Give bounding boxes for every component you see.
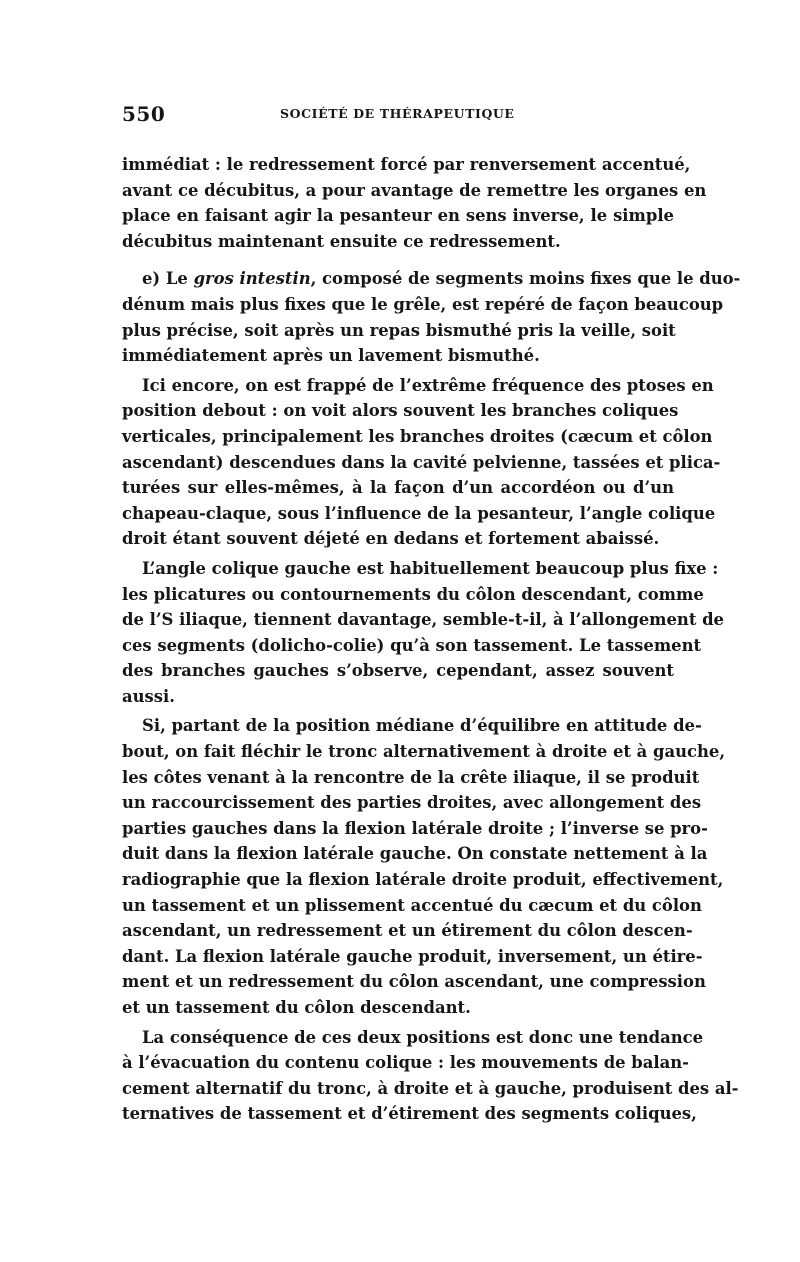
text-line: radiographie que la flexion latérale droite produit, effectivement, [122, 870, 724, 890]
page-number: 550 [122, 102, 166, 126]
text-line: les plicatures ou contournements du côlon descendant, comme [122, 584, 704, 604]
text-line: ascendant) descendues dans la cavité pelvienne, tassées et plica- [122, 452, 721, 472]
text-line: position debout : on voit alors souvent les branches coliques [122, 401, 679, 421]
paragraph [122, 152, 707, 254]
text-line: ment et un redressement du côlon ascendant, une compression [122, 972, 706, 992]
line-rest: , composé de segments moins fixes que le duo- [310, 269, 741, 289]
text-line: à l’évacuation du contenu colique : les mouvements de balan- [122, 1053, 689, 1073]
text-line: place en faisant agir la pesanteur en sens inverse, le simple [122, 206, 674, 226]
text-line: parties gauches dans la flexion latérale droite ; l’inverse se pro- [122, 818, 708, 838]
text-line: un raccourcissement des parties droites, avec allongement des [122, 793, 702, 813]
text-line: un tassement et un plissement accentué du cæcum et du côlon [122, 895, 702, 915]
text-line: Si, partant de la position médiane d’équilibre en attitude de- [142, 716, 702, 736]
paragraph [122, 713, 726, 1020]
text-line: turées sur elles-mêmes, à la façon d’un accordéon ou d’un [122, 478, 674, 498]
text-line: bout, on fait fléchir le tronc alternativement à droite et à gauche, [122, 742, 726, 762]
text-line: chapeau-claque, sous l’influence de la pesanteur, l’angle colique [122, 503, 716, 523]
paragraph [122, 266, 741, 368]
text-line: L’angle colique gauche est habituellement beaucoup plus fixe : [142, 558, 719, 578]
text-line: ces segments (dolicho-colie) qu’à son tassement. Le tassement [122, 635, 702, 655]
section-label: e) Le [142, 269, 194, 289]
text-line [122, 266, 741, 292]
text-line: dénum mais plus fixes que le grêle, est repéré de façon beaucoup [122, 294, 724, 314]
text-line: des branches gauches s’observe, cependant, assez souvent [122, 661, 674, 681]
text-line: les côtes venant à la rencontre de la crête iliaque, il se produit [122, 767, 700, 787]
text-line: immédiatement après un lavement bismuthé. [122, 346, 540, 366]
text-line: duit dans la flexion latérale gauche. On constate nettement à la [122, 844, 708, 864]
italic-term: gros intestin [193, 269, 311, 289]
text-line: et un tassement du côlon descendant. [122, 998, 471, 1017]
paragraph-gap [122, 254, 674, 266]
running-title: SOCIÉTÉ DE THÉRAPEUTIQUE [280, 106, 515, 121]
text-line: cement alternatif du tronc, à droite et à gauche, produisent des al- [122, 1078, 739, 1098]
text-line: de l’S iliaque, tiennent davantage, semble-t-il, à l’allongement de [122, 610, 724, 630]
page-header [122, 102, 674, 132]
text-line: droit étant souvent déjeté en dedans et fortement abaissé. [122, 529, 660, 549]
text-line: verticales, principalement les branches droites (cæcum et côlon [122, 426, 713, 446]
text-line: ascendant, un redressement et un étirement du côlon descen- [122, 921, 693, 941]
body-text [122, 152, 741, 1127]
paragraph [122, 556, 724, 710]
text-line: décubitus maintenant ensuite ce redressement. [122, 231, 561, 251]
paragraph [122, 1025, 739, 1127]
text-line: immédiat : le redressement forcé par renversement accentué, [122, 155, 691, 174]
text-line: avant ce décubitus, a pour avantage de remettre les organes en [122, 180, 707, 200]
text-line: aussi. [122, 686, 175, 706]
text-line: Ici encore, on est frappé de l’extrême fréquence des ptoses en [142, 375, 714, 395]
text-line: plus précise, soit après un repas bismuthé pris la veille, soit [122, 320, 676, 340]
paragraph [122, 373, 721, 552]
text-line: dant. La flexion latérale gauche produit, inversement, un étire- [122, 946, 703, 966]
text-line: La conséquence de ces deux positions est donc une tendance [142, 1027, 704, 1047]
text-line: ternatives de tassement et d’étirement des segments coliques, [122, 1104, 697, 1124]
